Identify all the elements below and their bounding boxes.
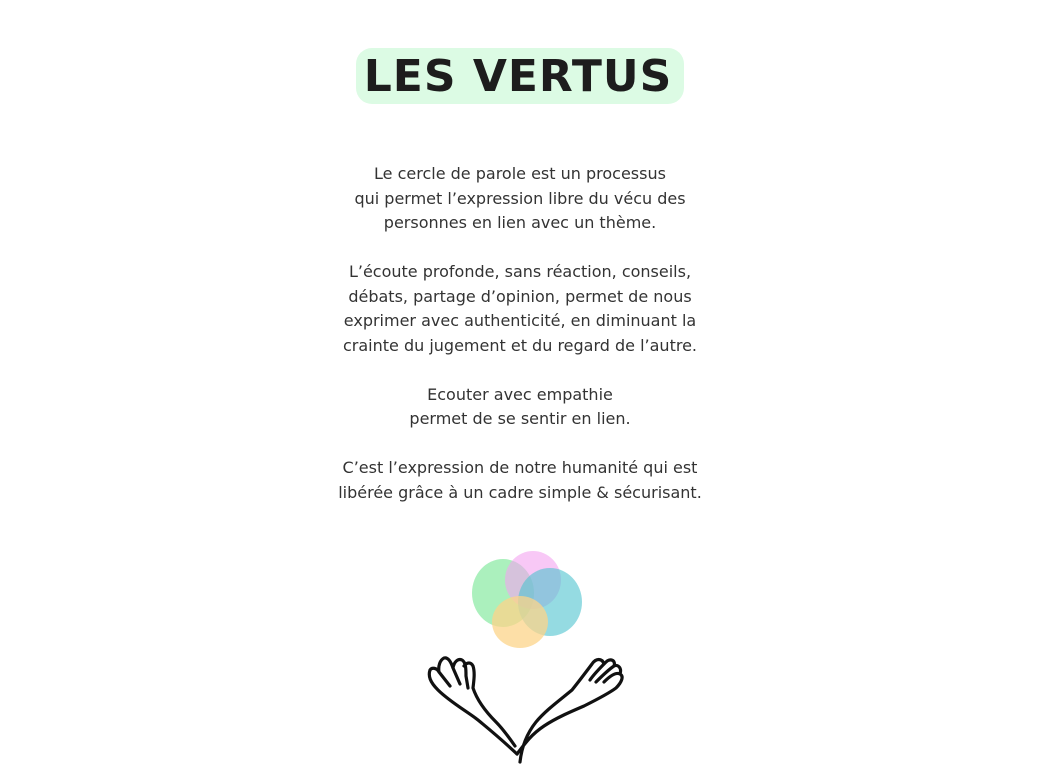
body-text [0,162,1040,530]
title-container [0,48,1040,104]
page-title: LES VERTUS [356,48,685,104]
bubble-yellow [492,596,548,648]
text-line: débats, partage d’opinion, permet de nous [348,286,692,306]
text-line: personnes en lien avec un thème. [383,213,657,232]
overlapping-circles-icon [468,545,588,655]
paragraph-1 [0,162,1040,236]
text-line: C’est l’expression de notre humanité qui est [342,458,698,477]
paragraph-2 [0,260,1040,358]
text-line: libérée grâce à un cadre simple & sécurisant. [338,482,702,502]
left-hand [429,658,517,754]
paragraph-4 [0,456,1040,505]
text-line: qui permet l’expression libre du vécu des [354,188,686,208]
text-line: L’écoute profonde, sans réaction, conseils, [348,262,692,281]
text-line: Le cercle de parole est un processus [374,164,666,183]
right-hand [517,660,622,763]
open-hands-icon [420,650,640,770]
text-line: Ecouter avec empathie [427,384,613,404]
paragraph-3 [0,383,1040,432]
text-line: exprimer avec authenticité, en diminuant la [343,311,697,330]
text-line: permet de se sentir en lien. [409,409,631,428]
text-line: crainte du jugement et du regard de l’autre. [342,335,697,355]
